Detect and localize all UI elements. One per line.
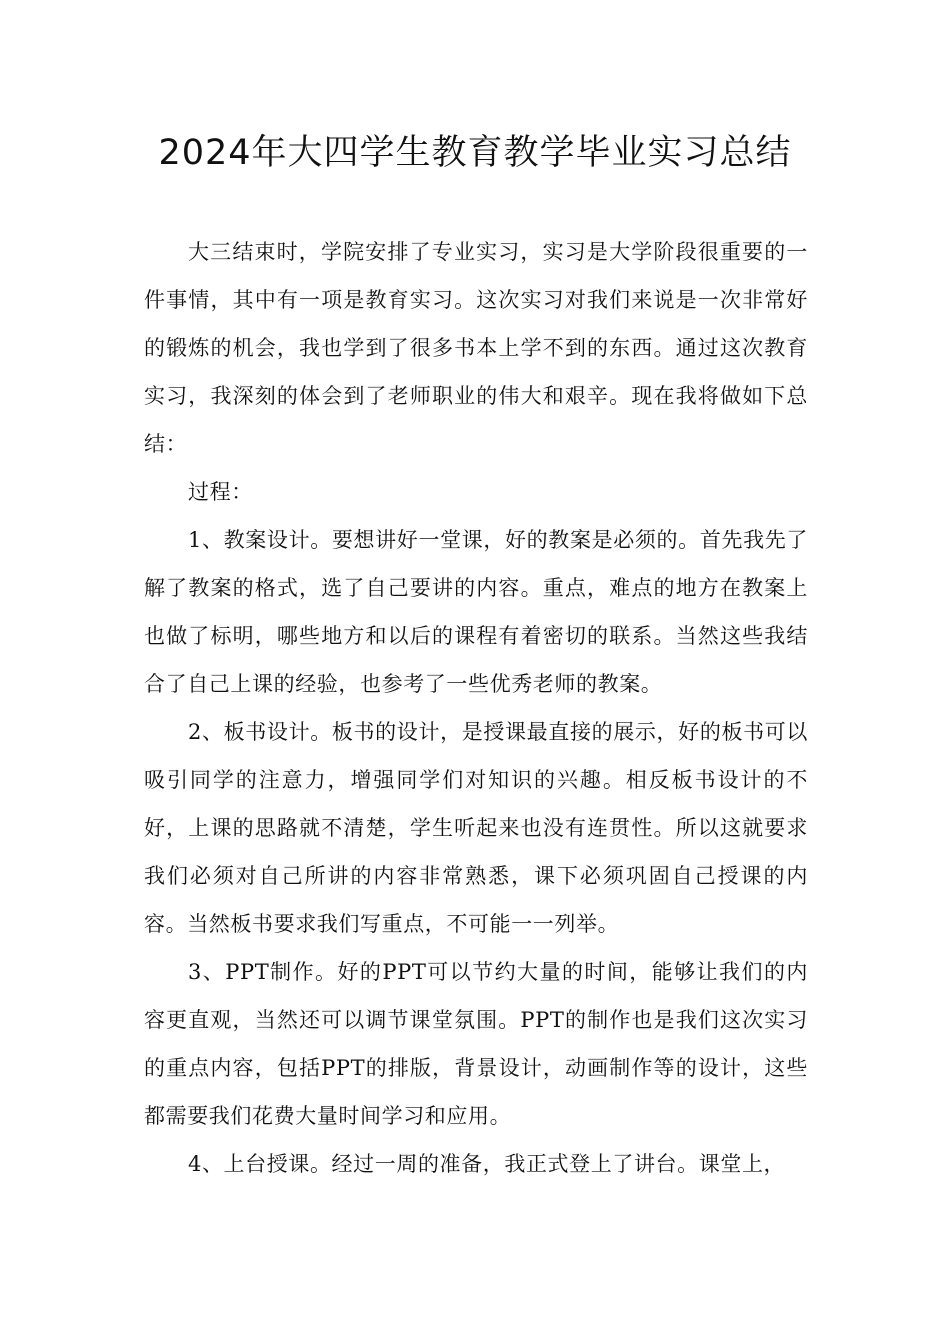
paragraph-teaching: 4、上台授课。经过一周的准备，我正式登上了讲台。课堂上，: [188, 1152, 786, 1176]
paragraph-intro: 大三结束时，学院安排了专业实习，实习是大学阶段很重要的一件事情，其中有一项是教育实习。这次实习对我们来说是一次非常好的锻炼的机会，我也学到了很多书本上学不到的东西。通过这次教育实习，我深刻的体会到了老师职业的伟大和艰辛。现在我将做如下总结：: [144, 240, 808, 456]
document-body: [144, 228, 808, 1188]
paragraph-blackboard: 2、板书设计。板书的设计，是授课最直接的展示，好的板书可以吸引同学的注意力，增强同学们对知识的兴趣。相反板书设计的不好，上课的思路就不清楚，学生听起来也没有连贯性。所以这就要求我们必须对自己所讲的内容非常熟悉，课下必须巩固自己授课的内容。当然板书要求我们写重点，不可能一一列举。: [144, 720, 808, 936]
document-title: 2024年大四学生教育教学毕业实习总结: [158, 133, 792, 173]
paragraph-lesson-plan: 1、教案设计。要想讲好一堂课，好的教案是必须的。首先我先了解了教案的格式，选了自己要讲的内容。重点，难点的地方在教案上也做了标明，哪些地方和以后的课程有着密切的联系。当然这些我结合了自己上课的经验，也参考了一些优秀老师的教案。: [144, 528, 808, 696]
paragraph-process-heading: 过程：: [188, 480, 253, 504]
paragraph-ppt: 3、PPT制作。好的PPT可以节约大量的时间，能够让我们的内容更直观，当然还可以调节课堂氛围。PPT的制作也是我们这次实习的重点内容，包括PPT的排版，背景设计，动画制作等的设计，这些都需要我们花费大量时间学习和应用。: [144, 960, 808, 1128]
